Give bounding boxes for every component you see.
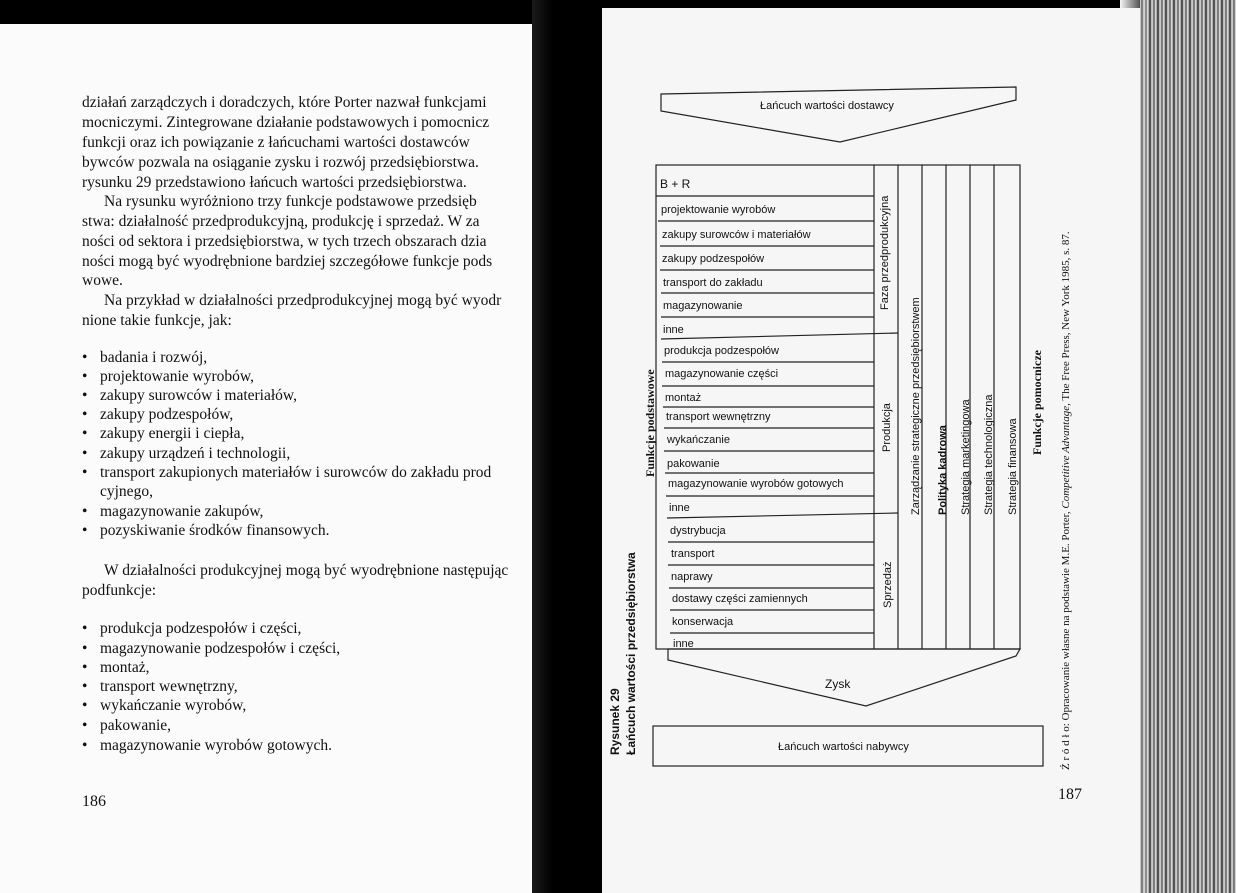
- paragraph-line: funkcji oraz ich powiązanie z łańcuchami wartości dostawców: [82, 134, 470, 151]
- table-row: konserwacja: [672, 616, 734, 628]
- paragraph-line: mocniczymi. Zintegrowane działanie podstawowych i pomocnicz: [82, 114, 490, 131]
- list-item: • zakupy surowców i materiałów,: [82, 387, 297, 404]
- table-row: pakowanie: [667, 458, 720, 470]
- list-item: • zakupy urządzeń i technologii,: [82, 445, 291, 462]
- list-item: • transport zakupionych materiałów i surowców do zakładu prod: [82, 464, 492, 481]
- list-item: • zakupy podzespołów,: [82, 406, 234, 423]
- paragraph-line: bywców pozwala na osiąganie zysku i rozwój przedsiębiorstwa.: [82, 154, 479, 171]
- paragraph-line: rysunku 29 przedstawiono łańcuch wartości przedsiębiorstwa.: [82, 174, 467, 191]
- table-row: dystrybucja: [670, 525, 726, 537]
- page-number-right: 187: [1058, 786, 1082, 803]
- list-item: • projektowanie wyrobów,: [82, 368, 254, 385]
- table-row: inne: [663, 324, 684, 336]
- list-item: • pakowanie,: [82, 717, 172, 734]
- supplier-chain-label: Łańcuch wartości dostawcy: [760, 100, 894, 112]
- table-row: transport do zakładu: [663, 277, 763, 289]
- list-item: cyjnego,: [100, 483, 153, 500]
- table-row: magazynowanie wyrobów gotowych: [668, 478, 844, 490]
- table-row: inne: [669, 502, 690, 514]
- list-item: • montaż,: [82, 659, 150, 676]
- table-row: transport: [671, 548, 715, 560]
- list-item: • wykańczanie wyrobów,: [82, 697, 247, 714]
- list-item: • produkcja podzespołów i części,: [82, 620, 302, 637]
- paragraph-line: Na rysunku wyróżniono trzy funkcje podstawowe przedsięb: [104, 193, 477, 210]
- paragraph-line: W działalności produkcyjnej mogą być wyodrębnione następując: [104, 562, 509, 579]
- table-row: zakupy surowców i materiałów: [662, 229, 811, 241]
- list-item: • zakupy energii i ciepła,: [82, 425, 245, 442]
- table-row: projektowanie wyrobów: [661, 204, 776, 216]
- list-item: • transport wewnętrzny,: [82, 678, 238, 695]
- support-functions-title: Funkcje pomocnicze: [1030, 350, 1044, 455]
- buyer-chain-label: Łańcuch wartości nabywcy: [778, 741, 909, 753]
- table-row: magazynowanie: [663, 300, 743, 312]
- source-caption: Ź r ó d ł o: Opracowanie własne na podstawie M.E. Porter, Competitive Advantage, The Free Press, New York 1985, s. 87.: [1060, 231, 1072, 770]
- list-item: • magazynowanie podzespołów i części,: [82, 640, 341, 657]
- phase-label-production: Produkcja: [881, 403, 893, 452]
- table-row: transport wewnętrzny: [666, 411, 771, 423]
- paragraph-line: ności mogą być wyodrębnione bardziej szczegółowe funkcje pods: [82, 253, 493, 270]
- figure-title: Łańcuch wartości przedsiębiorstwa: [624, 552, 638, 755]
- support-label: Polityka kadrowa: [937, 425, 949, 515]
- paragraph-line: działań zarządczych i doradczych, które Porter nazwał funkcjami: [82, 94, 487, 111]
- paragraph-line: nione takie funkcje, jak:: [82, 312, 232, 329]
- paragraph-line: wowe.: [82, 272, 123, 289]
- figure-number: Rysunek 29: [608, 688, 622, 755]
- phase-label-pre-production: Faza przedprodukcyjna: [879, 195, 891, 310]
- paragraph-line: podfunkcje:: [82, 582, 157, 599]
- table-row: naprawy: [671, 571, 713, 583]
- page-number-left: 186: [82, 793, 106, 810]
- table-row: zakupy podzespołów: [662, 253, 765, 265]
- paragraph-line: Na przykład w działalności przedprodukcyjnej mogą być wyodr: [104, 292, 502, 309]
- support-label: Strategia finansowa: [1007, 418, 1019, 515]
- table-row: dostawy części zamiennych: [672, 593, 808, 605]
- primary-functions-title: Funkcje podstawowe: [643, 369, 657, 477]
- table-row: magazynowanie części: [665, 368, 779, 380]
- table-row: B + R: [660, 177, 691, 191]
- list-item: • badania i rozwój,: [82, 349, 208, 366]
- support-label: Strategia technologiczna: [983, 394, 995, 515]
- support-label: Zarządzanie strategiczne przedsiębiorstwem: [910, 297, 922, 515]
- list-item: • pozyskiwanie środków finansowych.: [82, 522, 330, 539]
- table-row: montaż: [665, 392, 702, 404]
- table-row: inne: [673, 638, 694, 650]
- support-label: Strategia marketingowa: [960, 399, 972, 515]
- paragraph-line: ności od sektora i przedsiębiorstwa, w tych trzech obszarach dzia: [82, 233, 487, 250]
- profit-label: Zysk: [825, 677, 851, 691]
- list-item: • magazynowanie zakupów,: [82, 503, 264, 520]
- list-item: • magazynowanie wyrobów gotowych.: [82, 737, 333, 754]
- table-row: wykańczanie: [667, 434, 730, 446]
- table-row: produkcja podzespołów: [664, 345, 779, 357]
- phase-label-sales: Sprzedaż: [882, 561, 894, 608]
- paragraph-line: stwa: działalność przedprodukcyjną, produkcję i sprzedaż. W za: [82, 213, 480, 230]
